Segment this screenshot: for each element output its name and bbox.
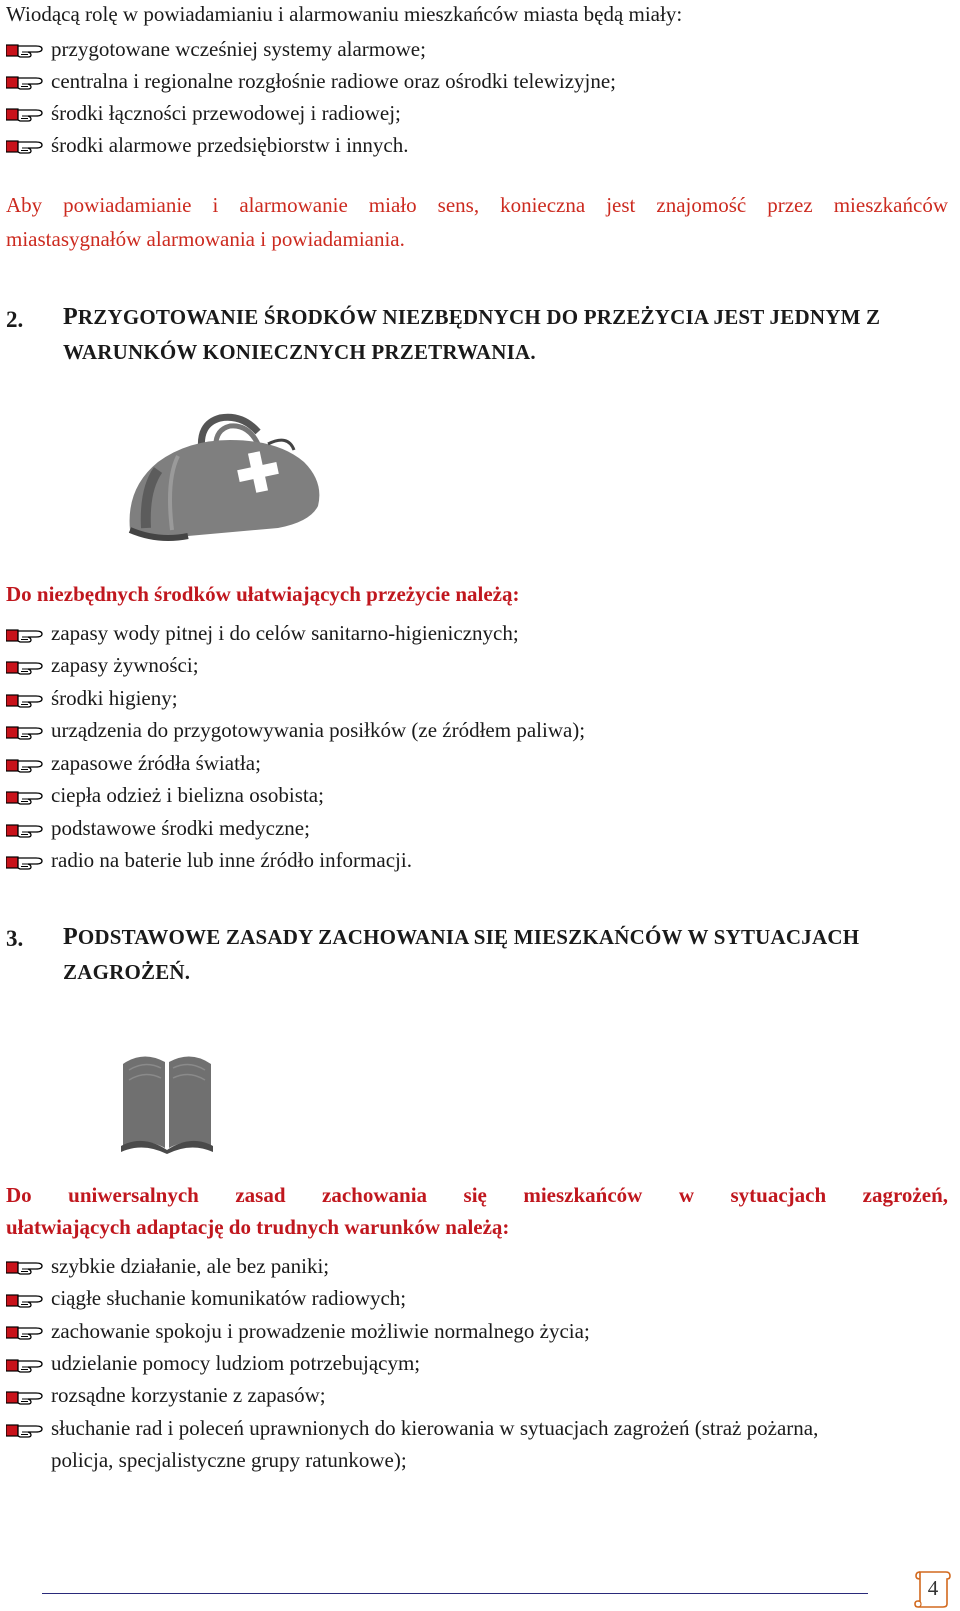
intro-list-item: centralna i regionalne rozgłośnie radiowe oraz ośrodki telewizyjne; — [51, 69, 617, 93]
intro-note-line: miastasygnałów alarmowania i powiadamiania. — [6, 227, 405, 251]
pointing-hand-icon — [6, 1387, 44, 1409]
list-item: udzielanie pomocy ludziom potrzebującym; — [51, 1351, 421, 1375]
list-item: środki higieny; — [51, 686, 178, 710]
pointing-hand-icon — [6, 1355, 44, 1377]
list-item: rozsądne korzystanie z zapasów; — [51, 1383, 326, 1407]
section-number: 3. — [6, 926, 24, 951]
first-aid-bag-icon — [118, 410, 324, 550]
pointing-hand-icon — [6, 852, 44, 874]
section-title — [63, 920, 859, 954]
pointing-hand-icon — [6, 72, 44, 94]
list-item: szybkie działanie, ale bez paniki; — [51, 1254, 330, 1278]
section-title-rest: RZYGOTOWANIE ŚRODKÓW NIEZBĘDNYCH DO PRZEŻYCIA JEST JEDNYM Z — [77, 305, 881, 329]
pointing-hand-icon — [6, 1322, 44, 1344]
pointing-hand-icon — [6, 787, 44, 809]
section-lead-line: Do uniwersalnych zasad zachowania się mieszkańców w sytuacjach zagrożeń, — [6, 1183, 948, 1207]
list-item: słuchanie rad i poleceń uprawnionych do kierowania w sytuacjach zagrożeń (straż pożarna, — [51, 1416, 819, 1440]
pointing-hand-icon — [6, 657, 44, 679]
intro-list-item: przygotowane wcześniej systemy alarmowe; — [51, 37, 426, 61]
pointing-hand-icon — [6, 625, 44, 647]
list-item: podstawowe środki medyczne; — [51, 816, 310, 840]
section-title-rest: ODSTAWOWE ZASADY ZACHOWANIA SIĘ MIESZKAŃCÓW W SYTUACJACH — [77, 925, 860, 949]
pointing-hand-icon — [6, 722, 44, 744]
list-item-continuation: policja, specjalistyczne grupy ratunkowe); — [51, 1448, 407, 1472]
pointing-hand-icon — [6, 1290, 44, 1312]
pointing-hand-icon — [6, 104, 44, 126]
list-item: urządzenia do przygotowywania posiłków (ze źródłem paliwa); — [51, 718, 586, 742]
list-item: radio na baterie lub inne źródło informacji. — [51, 848, 412, 872]
list-item: zapasy wody pitnej i do celów sanitarno-higienicznych; — [51, 621, 519, 645]
pointing-hand-icon — [6, 1257, 44, 1279]
intro-list-item: środki łączności przewodowej i radiowej; — [51, 101, 401, 125]
list-item: zapasowe źródła światła; — [51, 751, 261, 775]
list-item: zapasy żywności; — [51, 653, 199, 677]
section-title-initial: P — [63, 924, 78, 950]
pointing-hand-icon — [6, 40, 44, 62]
section-lead: Do niezbędnych środków ułatwiających przeżycie należą: — [6, 582, 520, 606]
pointing-hand-icon — [6, 136, 44, 158]
section-number: 2. — [6, 307, 24, 332]
pointing-hand-icon — [6, 820, 44, 842]
pointing-hand-icon — [6, 690, 44, 712]
open-book-icon — [121, 1050, 213, 1154]
intro-lead: Wiodącą rolę w powiadamianiu i alarmowaniu mieszkańców miasta będą miały: — [6, 2, 683, 26]
section-title-line2: ZAGROŻEŃ. — [63, 960, 191, 984]
page-number: 4 — [927, 1576, 939, 1600]
intro-note-line: Aby powiadamianie i alarmowanie miało sens, konieczna jest znajomość przez mieszkańców — [6, 193, 948, 217]
section-lead-line: ułatwiających adaptację do trudnych warunków należą: — [6, 1215, 510, 1239]
section-title-line2: WARUNKÓW KONIECZNYCH PRZETRWANIA. — [63, 340, 536, 364]
list-item: zachowanie spokoju i prowadzenie możliwie normalnego życia; — [51, 1319, 590, 1343]
pointing-hand-icon — [6, 755, 44, 777]
section-title-initial: P — [63, 304, 78, 330]
section-title — [63, 300, 880, 334]
scroll-page-icon — [914, 1568, 952, 1608]
list-item: ciągłe słuchanie komunikatów radiowych; — [51, 1286, 407, 1310]
intro-list-item: środki alarmowe przedsiębiorstw i innych. — [51, 133, 409, 157]
footer-rule — [42, 1593, 868, 1594]
pointing-hand-icon — [6, 1420, 44, 1442]
list-item: ciepła odzież i bielizna osobista; — [51, 783, 324, 807]
